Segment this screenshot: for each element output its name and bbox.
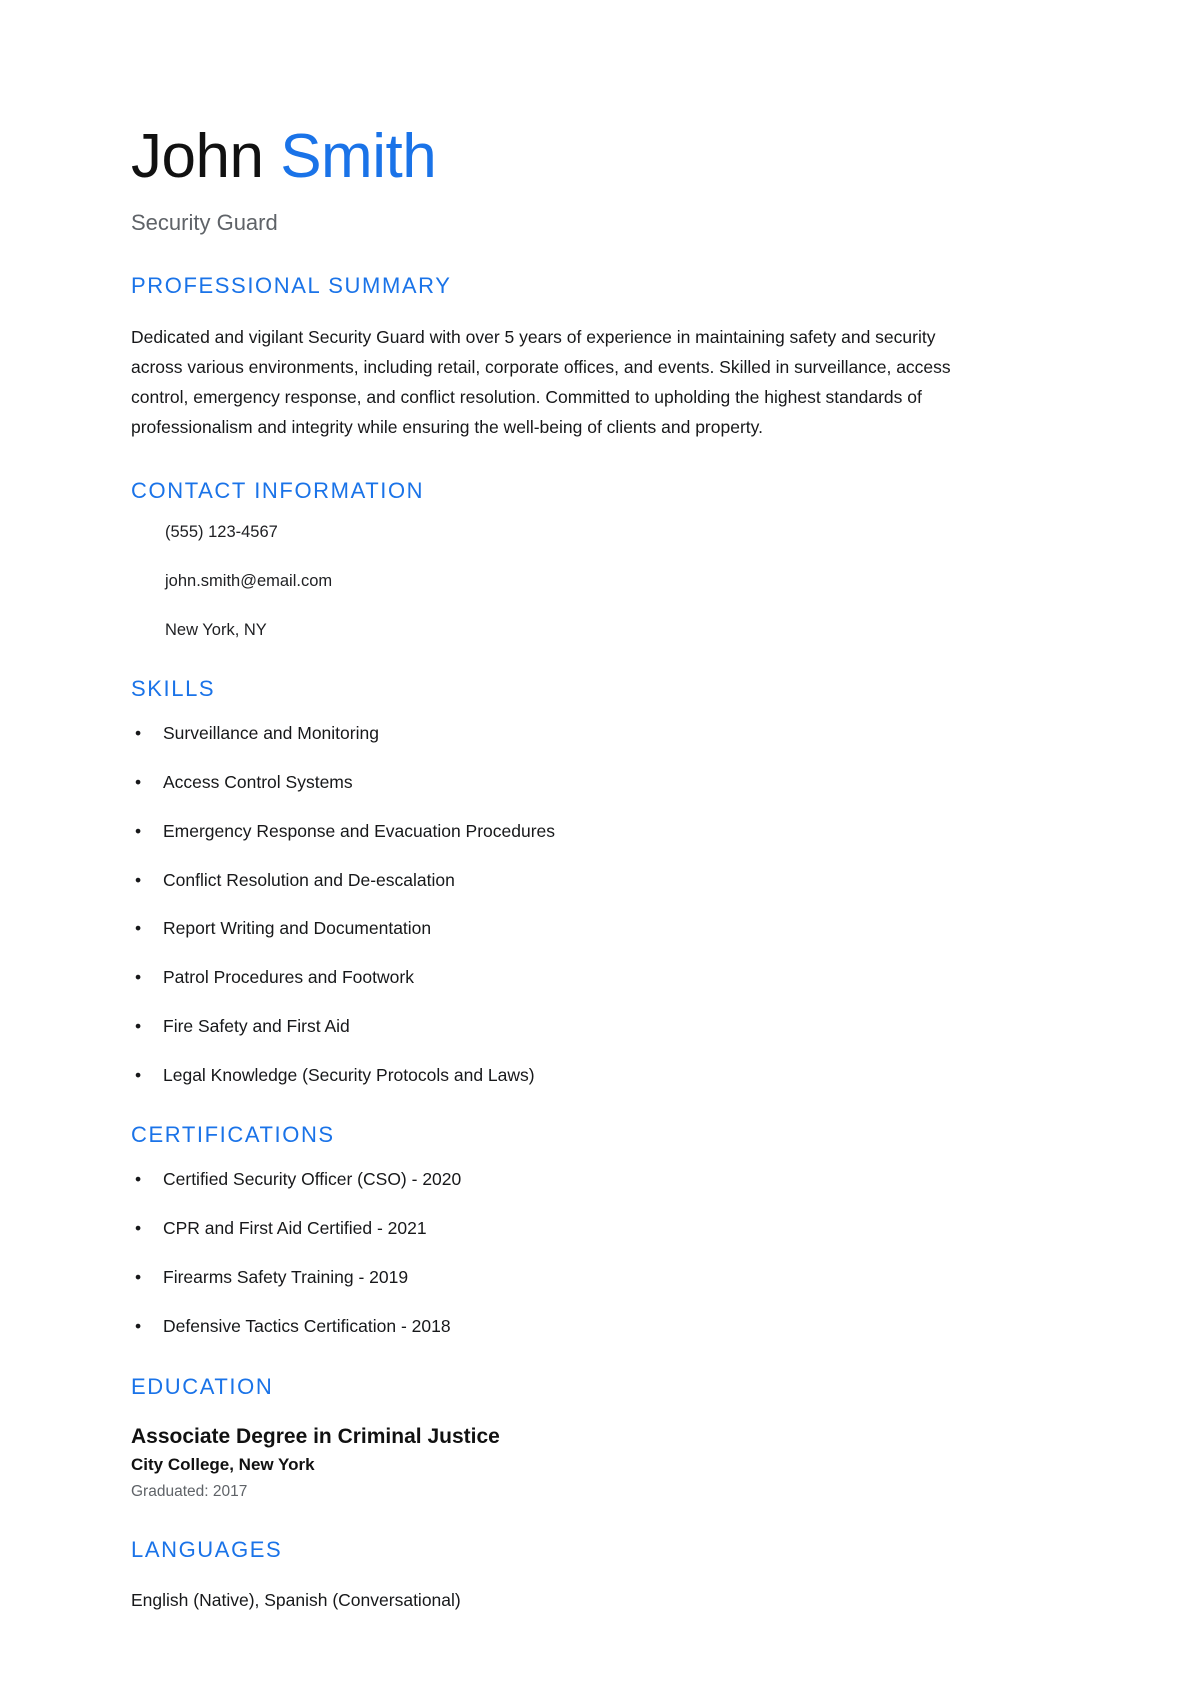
resume-document bbox=[131, 0, 991, 1613]
section-contact-information bbox=[131, 478, 991, 641]
professional-summary-text: Dedicated and vigilant Security Guard with over 5 years of experience in maintaining safety and security across various environments, including retail, corporate offices, and events. Skilled in surveillance, access control, emergency response, and conflict resolution. Committed to upholding the highest standards of professionalism and integrity while ensuring the well-being of clients and property. bbox=[131, 326, 951, 437]
list-item bbox=[131, 821, 991, 843]
skill-label: Conflict Resolution and De-escalation bbox=[163, 869, 455, 890]
section-certifications bbox=[131, 1122, 991, 1338]
skill-label: Emergency Response and Evacuation Procedures bbox=[163, 820, 556, 841]
section-heading-education: EDUCATION bbox=[131, 1373, 274, 1399]
section-education bbox=[131, 1374, 991, 1502]
education-degree: Associate Degree in Criminal Justice bbox=[131, 1425, 500, 1449]
skill-label: Fire Safety and First Aid bbox=[163, 1016, 350, 1037]
skill-label: Patrol Procedures and Footwork bbox=[163, 967, 414, 988]
languages-text: English (Native), Spanish (Conversational) bbox=[131, 1590, 461, 1611]
certifications-list bbox=[131, 1169, 991, 1338]
section-heading-professional-summary: PROFESSIONAL SUMMARY bbox=[131, 273, 452, 299]
contact-item-location: New York, NY bbox=[165, 620, 267, 639]
skill-label: Legal Knowledge (Security Protocols and Laws) bbox=[163, 1065, 535, 1086]
education-school: City College, New York bbox=[131, 1455, 315, 1475]
last-name: Smith bbox=[280, 122, 437, 191]
certification-label: Firearms Safety Training - 2019 bbox=[163, 1267, 409, 1288]
list-item bbox=[131, 870, 991, 892]
bullet-icon: • bbox=[135, 918, 142, 939]
section-heading-skills: SKILLS bbox=[131, 675, 216, 701]
bullet-icon: • bbox=[135, 771, 142, 792]
skills-list bbox=[131, 723, 991, 1087]
section-heading-certifications: CERTIFICATIONS bbox=[131, 1121, 335, 1147]
section-professional-summary bbox=[131, 273, 991, 441]
bullet-icon: • bbox=[135, 1267, 142, 1288]
list-item bbox=[131, 918, 991, 940]
skill-label: Report Writing and Documentation bbox=[163, 918, 432, 939]
job-title: Security Guard bbox=[131, 210, 278, 235]
bullet-icon: • bbox=[135, 1218, 142, 1239]
list-item bbox=[131, 723, 991, 745]
bullet-icon: • bbox=[135, 1315, 142, 1336]
list-item bbox=[131, 1267, 991, 1289]
full-name bbox=[131, 122, 991, 191]
contact-item-email[interactable]: john.smith@email.com bbox=[165, 571, 333, 590]
contact-list bbox=[131, 523, 991, 640]
bullet-icon: • bbox=[135, 869, 142, 890]
education-entry bbox=[131, 1424, 991, 1501]
certification-label: CPR and First Aid Certified - 2021 bbox=[163, 1218, 427, 1239]
list-item bbox=[131, 1169, 991, 1191]
education-graduation-date: Graduated: 2017 bbox=[131, 1482, 248, 1500]
bullet-icon: • bbox=[135, 1016, 142, 1037]
certification-label: Defensive Tactics Certification - 2018 bbox=[163, 1315, 451, 1336]
bullet-icon: • bbox=[135, 1065, 142, 1086]
bullet-icon: • bbox=[135, 1169, 142, 1190]
bullet-icon: • bbox=[135, 967, 142, 988]
skill-label: Access Control Systems bbox=[163, 771, 353, 792]
list-item bbox=[131, 1218, 991, 1240]
list-item bbox=[131, 1316, 991, 1338]
list-item bbox=[131, 967, 991, 989]
section-skills bbox=[131, 676, 991, 1087]
first-name: John bbox=[131, 122, 264, 191]
certification-label: Certified Security Officer (CSO) - 2020 bbox=[163, 1169, 462, 1190]
bullet-icon: • bbox=[135, 722, 142, 743]
section-heading-contact-information: CONTACT INFORMATION bbox=[131, 477, 425, 503]
list-item bbox=[131, 1065, 991, 1087]
list-item bbox=[131, 772, 991, 794]
resume-header bbox=[131, 122, 991, 236]
skill-label: Surveillance and Monitoring bbox=[163, 722, 379, 743]
section-languages bbox=[131, 1537, 991, 1613]
list-item bbox=[131, 1016, 991, 1038]
section-heading-languages: LANGUAGES bbox=[131, 1536, 283, 1562]
contact-item-phone[interactable]: (555) 123-4567 bbox=[165, 523, 278, 542]
bullet-icon: • bbox=[135, 820, 142, 841]
